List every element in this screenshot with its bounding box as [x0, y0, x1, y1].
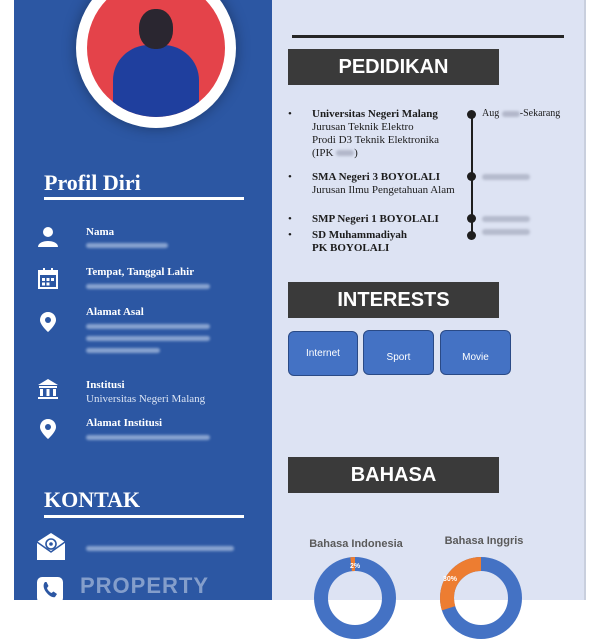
profile-photo-frame	[76, 0, 236, 128]
education-detail-suffix: )	[354, 147, 358, 159]
redacted-address-line-1	[86, 324, 210, 329]
redacted-year	[502, 111, 520, 117]
education-entry	[288, 229, 468, 255]
page-right-border	[584, 0, 586, 600]
timeline-dot	[467, 231, 476, 240]
email-icon	[35, 530, 67, 562]
redacted-institution-address	[86, 435, 210, 440]
education-detail: PK BOYOLALI	[312, 242, 390, 254]
education-entry	[288, 108, 468, 160]
profile-heading-rule	[44, 197, 244, 200]
top-divider	[292, 35, 564, 38]
redacted-gpa	[336, 150, 354, 156]
location-pin-icon	[36, 310, 60, 334]
contact-heading-rule	[44, 515, 244, 518]
language-donut-indonesia	[310, 553, 400, 643]
languages-heading: BAHASA	[288, 457, 499, 493]
bullet: •	[288, 229, 292, 241]
education-detail: (IPK	[312, 147, 334, 159]
interest-sport-button[interactable]: Sport	[363, 330, 434, 375]
language-donut-english	[436, 553, 526, 643]
redacted-date	[482, 229, 530, 235]
bullet: •	[288, 213, 292, 225]
redacted-birth	[86, 284, 210, 289]
info-label-address: Alamat Asal	[86, 306, 144, 318]
photo-person-head	[139, 9, 173, 49]
interest-internet-button[interactable]: Internet	[288, 331, 358, 376]
bullet: •	[288, 171, 292, 183]
profile-heading: Profil Diri	[44, 170, 141, 195]
education-detail: Jurusan Ilmu Pengetahuan Alam	[312, 184, 455, 196]
education-date	[482, 108, 560, 119]
info-label-birth: Tempat, Tanggal Lahir	[86, 266, 195, 278]
education-entry	[288, 213, 468, 226]
redacted-name	[86, 243, 168, 248]
education-school: SMA Negeri 3 BOYOLALI	[312, 171, 441, 183]
education-school: SD Muhammadiyah	[312, 229, 408, 241]
language-name-indonesia: Bahasa Indonesia	[309, 538, 403, 550]
education-gpa	[312, 147, 468, 160]
redacted-address-line-2	[86, 336, 210, 341]
redacted-date	[482, 216, 530, 222]
bullet: •	[288, 108, 292, 120]
date-suffix: -Sekarang	[519, 108, 561, 119]
redacted-date	[482, 174, 530, 180]
institution-icon	[36, 377, 60, 401]
interest-movie-button[interactable]: Movie	[440, 330, 511, 375]
redacted-email	[86, 546, 234, 551]
contact-heading: KONTAK	[44, 487, 141, 512]
interests-heading: INTERESTS	[288, 282, 499, 318]
profile-photo	[87, 0, 225, 117]
education-school: SMP Negeri 1 BOYOLALI	[312, 213, 439, 225]
language-name-english: Bahasa Inggris	[444, 535, 524, 547]
sidebar	[14, 0, 272, 600]
timeline-dot	[467, 214, 476, 223]
main-column	[272, 0, 584, 600]
info-label-institution-address: Alamat Institusi	[86, 417, 163, 429]
donut-percent-label: 30%	[442, 576, 458, 583]
education-detail: Jurusan Teknik Elektro	[312, 121, 414, 133]
donut-track	[321, 564, 389, 632]
education-entry	[288, 171, 468, 197]
person-icon	[36, 225, 60, 249]
date-prefix: Aug	[482, 108, 500, 119]
info-label-institution: Institusi	[86, 379, 125, 391]
timeline-dot	[467, 172, 476, 181]
redacted-address-line-3	[86, 348, 160, 353]
location-pin-icon	[36, 417, 60, 441]
info-value-institution: Universitas Negeri Malang	[86, 393, 206, 405]
info-label-name: Nama	[86, 226, 115, 238]
timeline-dot	[467, 110, 476, 119]
education-heading: PEDIDIKAN	[288, 49, 499, 85]
education-detail: Prodi D3 Teknik Elektronika	[312, 134, 440, 146]
calendar-icon	[36, 266, 60, 290]
photo-person-body	[113, 45, 199, 117]
education-school: Universitas Negeri Malang	[312, 108, 438, 120]
donut-percent-label: 2%	[349, 563, 361, 570]
watermark-text: PROPERTY	[80, 573, 210, 598]
